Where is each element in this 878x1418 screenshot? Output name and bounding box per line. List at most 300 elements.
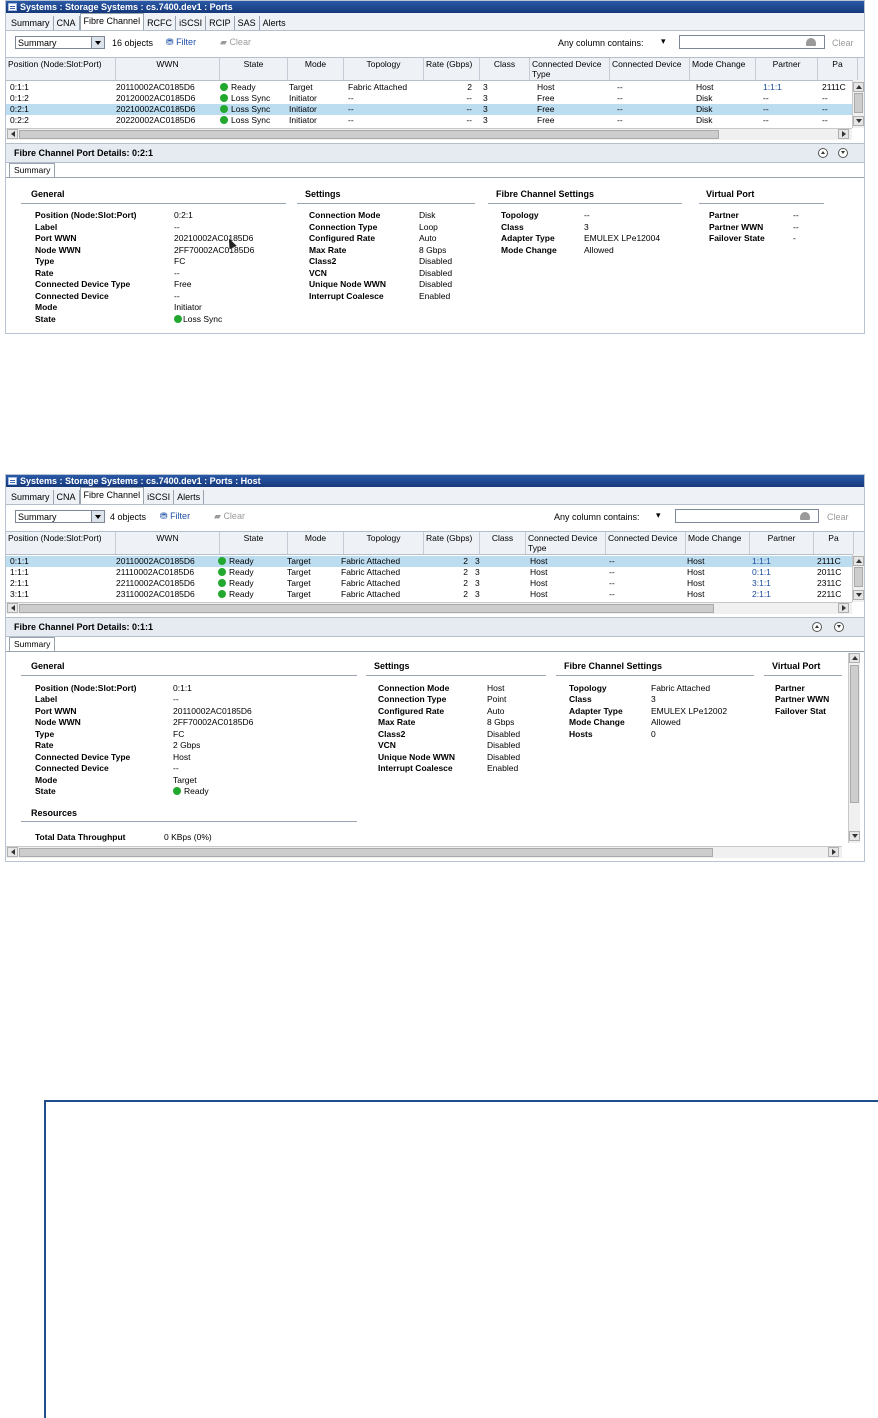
- field-label: Node WWN: [35, 245, 81, 255]
- column-header[interactable]: Mode: [288, 532, 344, 554]
- window-icon: [8, 477, 17, 485]
- field-label: Port WWN: [35, 233, 77, 243]
- table-row[interactable]: [6, 93, 852, 104]
- field-value: Free: [174, 279, 192, 289]
- filter-button[interactable]: [160, 511, 190, 522]
- cell-connected-device: --: [617, 104, 623, 114]
- tab-sas[interactable]: SAS: [235, 16, 260, 30]
- cell-wwn: 20210002AC0185D6: [116, 104, 196, 114]
- section-fc-settings-title: Fibre Channel Settings: [564, 661, 663, 671]
- section-divider: [488, 203, 682, 204]
- cell-topology: --: [348, 93, 354, 103]
- cell-mode: Target: [287, 567, 311, 577]
- column-header[interactable]: Pa: [814, 532, 854, 554]
- field-label: Max Rate: [378, 717, 416, 727]
- table-row[interactable]: [6, 567, 852, 578]
- field-label: Class2: [378, 729, 406, 739]
- state-text: Loss Sync: [231, 104, 271, 114]
- cell-pa: 2111C: [822, 82, 846, 92]
- cell-rate: --: [466, 93, 472, 103]
- table-vertical-scrollbar[interactable]: [852, 554, 864, 602]
- field-label: Position (Node:Slot:Port): [35, 683, 137, 693]
- field-label: Port WWN: [35, 706, 77, 716]
- tab-iscsi[interactable]: iSCSI: [144, 490, 174, 504]
- field-value: Fabric Attached: [651, 683, 711, 693]
- tab-rcip[interactable]: RCIP: [206, 16, 235, 30]
- cell-connected-device-type: Host: [530, 589, 548, 599]
- scroll-down-icon[interactable]: [849, 831, 860, 841]
- cell-partner: --: [763, 115, 769, 125]
- cell-state: [218, 556, 286, 567]
- field-label: Mode Change: [569, 717, 625, 727]
- scroll-thumb[interactable]: [19, 604, 714, 613]
- field-label: State: [35, 314, 56, 324]
- cell-partner: --: [763, 104, 769, 114]
- tab-summary[interactable]: Summary: [8, 490, 54, 504]
- column-header[interactable]: Partner: [750, 532, 814, 554]
- cell-pa: 2011C: [817, 567, 842, 577]
- cell-partner[interactable]: 1:1:1: [763, 82, 782, 92]
- field-label: Topology: [501, 210, 539, 220]
- field-value: Host: [173, 752, 191, 762]
- cell-partner[interactable]: 1:1:1: [752, 556, 771, 566]
- field-label: Connected Device: [35, 291, 109, 301]
- table-row[interactable]: [6, 578, 852, 589]
- column-header[interactable]: Connected Device Type: [526, 532, 606, 554]
- search-clear-button[interactable]: Clear: [827, 512, 849, 522]
- field-value: --: [173, 694, 179, 704]
- field-value: 2FF70002AC0185D6: [174, 245, 255, 255]
- scroll-left-icon[interactable]: [7, 603, 18, 613]
- field-value: Disk: [419, 210, 436, 220]
- scroll-left-icon[interactable]: [7, 847, 18, 857]
- scroll-thumb[interactable]: [19, 848, 713, 857]
- field-label: Class: [569, 694, 592, 704]
- field-label: Interrupt Coalesce: [309, 291, 384, 301]
- cell-class: 3: [475, 556, 480, 566]
- details-title: Fibre Channel Port Details: 0:1:1: [14, 622, 154, 632]
- cell-pa: 2111C: [817, 556, 841, 566]
- column-header[interactable]: WWN: [116, 532, 220, 554]
- status-ready-icon: [218, 568, 226, 576]
- field-label: Topology: [569, 683, 607, 693]
- expand-down-icon[interactable]: [834, 622, 844, 632]
- scroll-down-icon[interactable]: [853, 116, 864, 126]
- column-header[interactable]: Mode: [288, 58, 344, 80]
- state-text: Loss Sync: [183, 314, 223, 324]
- cell-pa: --: [822, 93, 828, 103]
- bell-icon[interactable]: [806, 38, 816, 46]
- details-tab-summary[interactable]: Summary: [9, 637, 55, 651]
- column-header[interactable]: Mode Change: [690, 58, 756, 80]
- section-divider: [699, 203, 824, 204]
- section-virtual-port-title: Virtual Port: [772, 661, 821, 671]
- field-value: 0 KBps (0%): [164, 832, 212, 842]
- cell-position: 1:1:1: [10, 567, 29, 577]
- state-text: Ready: [229, 578, 254, 588]
- cell-rate: 2: [463, 567, 468, 577]
- cell-connected-device: --: [617, 93, 623, 103]
- field-label: Partner: [709, 210, 739, 220]
- scroll-thumb[interactable]: [850, 665, 859, 803]
- cell-topology: Fabric Attached: [348, 82, 408, 92]
- field-label: Adapter Type: [569, 706, 623, 716]
- field-label: Mode: [35, 302, 58, 312]
- search-clear-button[interactable]: Clear: [832, 38, 854, 48]
- table-row[interactable]: [6, 589, 852, 600]
- section-general-title: General: [31, 189, 65, 199]
- state-text: Ready: [229, 567, 254, 577]
- cell-mode-change: Disk: [696, 104, 713, 114]
- field-label: Connection Type: [378, 694, 447, 704]
- cell-rate: 2: [467, 82, 472, 92]
- details-header: [6, 143, 864, 163]
- field-label: Connected Device Type: [35, 279, 131, 289]
- cell-position: 0:2:1: [10, 104, 29, 114]
- column-header[interactable]: Position (Node:Slot:Port): [6, 532, 116, 554]
- table-horizontal-scrollbar[interactable]: [6, 602, 852, 614]
- table-header: [6, 532, 864, 555]
- field-value: --: [174, 291, 180, 301]
- blank-frame: [44, 1100, 878, 1418]
- details-horizontal-scrollbar[interactable]: [6, 846, 842, 858]
- field-value: Disabled: [419, 268, 453, 278]
- ports-host-window: [5, 474, 865, 862]
- any-column-label: Any column contains:: [554, 512, 640, 522]
- cell-mode-change: Host: [687, 589, 705, 599]
- column-header[interactable]: Class: [480, 532, 526, 554]
- cell-connected-device: --: [617, 115, 623, 125]
- cell-state: [218, 567, 286, 578]
- column-header[interactable]: WWN: [116, 58, 220, 80]
- table-horizontal-scrollbar[interactable]: [6, 128, 852, 140]
- cell-connected-device-type: Host: [530, 567, 548, 577]
- field-label: Unique Node WWN: [378, 752, 455, 762]
- cell-topology: Fabric Attached: [341, 567, 401, 577]
- scroll-thumb[interactable]: [854, 567, 863, 587]
- section-divider: [297, 203, 475, 204]
- details-title: Fibre Channel Port Details: 0:2:1: [14, 148, 154, 158]
- any-column-label: Any column contains:: [558, 38, 644, 48]
- field-label: Connection Type: [309, 222, 378, 232]
- cell-connected-device: --: [617, 82, 623, 92]
- cell-wwn: 22110002AC0185D6: [116, 578, 195, 588]
- cell-mode: Target: [287, 578, 311, 588]
- tab-summary[interactable]: Summary: [8, 16, 54, 30]
- details-body: [6, 653, 864, 861]
- ports-table: [6, 531, 864, 614]
- cell-partner[interactable]: 2:1:1: [752, 589, 771, 599]
- field-value: Disabled: [419, 256, 453, 266]
- field-value: Loop: [419, 222, 438, 232]
- tab-rcfc[interactable]: RCFC: [144, 16, 176, 30]
- clear-filter-label: Clear: [223, 511, 245, 521]
- tab-alerts[interactable]: Alerts: [174, 490, 204, 504]
- scroll-right-icon[interactable]: [828, 847, 839, 857]
- field-value: --: [793, 222, 799, 232]
- field-value: Auto: [487, 706, 505, 716]
- collapse-up-icon[interactable]: [812, 622, 822, 632]
- status-loss-sync-icon: [220, 105, 228, 113]
- cell-partner: --: [763, 93, 769, 103]
- search-input[interactable]: [679, 35, 825, 49]
- scroll-down-icon[interactable]: [853, 590, 864, 600]
- scroll-left-icon[interactable]: [7, 129, 18, 139]
- section-resources-title: Resources: [31, 808, 78, 818]
- field-value: Disabled: [487, 729, 521, 739]
- chevron-down-icon: [91, 37, 104, 48]
- chevron-down-icon[interactable]: ▾: [656, 510, 661, 520]
- status-loss-sync-icon: [174, 315, 182, 323]
- cell-connected-device: --: [609, 556, 615, 566]
- field-value: EMULEX LPe12002: [651, 706, 728, 716]
- tab-cna[interactable]: CNA: [54, 16, 80, 30]
- field-value: 0:1:1: [173, 683, 192, 693]
- cell-state: [220, 104, 288, 115]
- field-value: Allowed: [584, 245, 614, 255]
- cell-state: [220, 82, 288, 93]
- ports-table: [6, 57, 864, 140]
- field-label: Interrupt Coalesce: [378, 763, 453, 773]
- filter-label: Filter: [176, 37, 197, 47]
- field-value: 8 Gbps: [419, 245, 447, 255]
- column-header[interactable]: State: [220, 58, 288, 80]
- scroll-up-icon[interactable]: [853, 556, 864, 566]
- state-text: Ready: [184, 786, 209, 796]
- view-select[interactable]: [15, 510, 105, 523]
- tab-cna[interactable]: CNA: [54, 490, 80, 504]
- section-divider: [21, 203, 286, 204]
- expand-down-icon[interactable]: [838, 148, 848, 158]
- field-value: Auto: [419, 233, 437, 243]
- cell-wwn: 20120002AC0185D6: [116, 93, 196, 103]
- field-label: VCN: [378, 740, 396, 750]
- column-header[interactable]: Rate (Gbps): [424, 532, 480, 554]
- cell-state: [220, 93, 288, 104]
- status-loss-sync-icon: [220, 116, 228, 124]
- state-text: Ready: [231, 82, 256, 92]
- field-value: -: [793, 233, 796, 243]
- field-value: 8 Gbps: [487, 717, 515, 727]
- scroll-thumb[interactable]: [854, 93, 863, 113]
- cell-mode: Initiator: [289, 115, 317, 125]
- field-label: Mode Change: [501, 245, 557, 255]
- field-label: Hosts: [569, 729, 593, 739]
- details-tab-summary[interactable]: Summary: [9, 163, 55, 177]
- scroll-up-icon[interactable]: [853, 82, 864, 92]
- table-row[interactable]: [6, 115, 852, 126]
- cell-position: 2:1:1: [10, 578, 29, 588]
- field-value: Enabled: [487, 763, 519, 773]
- column-header[interactable]: State: [220, 532, 288, 554]
- cell-state: [220, 115, 288, 126]
- field-label: Position (Node:Slot:Port): [35, 210, 137, 220]
- cell-class: 3: [475, 589, 480, 599]
- field-value: Point: [487, 694, 507, 704]
- cell-mode-change: Disk: [696, 93, 713, 103]
- section-divider: [556, 675, 754, 676]
- section-settings-title: Settings: [305, 189, 341, 199]
- field-value: --: [584, 210, 590, 220]
- field-label: Partner WWN: [775, 694, 830, 704]
- state-text: Ready: [229, 556, 254, 566]
- section-settings-title: Settings: [374, 661, 410, 671]
- column-header[interactable]: Connected Device: [610, 58, 690, 80]
- column-header[interactable]: Pa: [818, 58, 858, 80]
- cell-connected-device-type: Host: [530, 578, 548, 588]
- object-count: 4 objects: [110, 512, 147, 522]
- status-ready-icon: [220, 83, 228, 91]
- column-header[interactable]: Mode Change: [686, 532, 750, 554]
- tab-iscsi[interactable]: iSCSI: [176, 16, 206, 30]
- column-header[interactable]: Partner: [756, 58, 818, 80]
- status-loss-sync-icon: [220, 94, 228, 102]
- eraser-icon: ▰: [220, 37, 227, 47]
- cell-position: 0:2:2: [10, 115, 29, 125]
- view-select[interactable]: [15, 36, 105, 49]
- cell-class: 3: [475, 567, 480, 577]
- cell-rate: 2: [463, 578, 468, 588]
- cell-class: 3: [483, 82, 488, 92]
- field-label: Max Rate: [309, 245, 347, 255]
- table-vertical-scrollbar[interactable]: [852, 80, 864, 128]
- column-header[interactable]: Topology: [344, 532, 424, 554]
- field-value: Initiator: [174, 302, 202, 312]
- field-value: --: [173, 763, 179, 773]
- field-value: Allowed: [651, 717, 681, 727]
- cell-rate: 2: [463, 589, 468, 599]
- column-header[interactable]: Rate (Gbps): [424, 58, 480, 80]
- cell-topology: --: [348, 115, 354, 125]
- status-ready-icon: [218, 579, 226, 587]
- status-ready-icon: [173, 787, 181, 795]
- cell-class: 3: [483, 115, 488, 125]
- scroll-right-icon[interactable]: [838, 603, 849, 613]
- field-label: Adapter Type: [501, 233, 555, 243]
- tab-alerts[interactable]: Alerts: [262, 18, 286, 28]
- ports-window: [5, 0, 865, 334]
- details-vertical-scrollbar[interactable]: [848, 653, 860, 843]
- filter-button[interactable]: [166, 37, 196, 48]
- column-header[interactable]: Position (Node:Slot:Port): [6, 58, 116, 80]
- field-value-state: [174, 314, 222, 324]
- field-label: Rate: [35, 268, 54, 278]
- cell-wwn: 21110002AC0185D6: [116, 567, 195, 577]
- clear-filter-label: Clear: [229, 37, 251, 47]
- clear-filter-button[interactable]: [220, 37, 251, 48]
- section-virtual-port-title: Virtual Port: [706, 189, 755, 199]
- cell-mode-change: Host: [687, 556, 705, 566]
- tab-fibre-channel[interactable]: Fibre Channel: [80, 13, 145, 30]
- filter-icon: ⛃: [166, 37, 174, 47]
- cell-position: 3:1:1: [10, 589, 29, 599]
- field-value: 3: [584, 222, 589, 232]
- cell-mode-change: Host: [687, 567, 705, 577]
- cell-partner[interactable]: 0:1:1: [752, 567, 771, 577]
- scroll-right-icon[interactable]: [838, 129, 849, 139]
- collapse-up-icon[interactable]: [818, 148, 828, 158]
- table-row-selected[interactable]: [6, 104, 852, 115]
- cell-connected-device-type: Free: [537, 93, 555, 103]
- column-header[interactable]: Class: [480, 58, 530, 80]
- chevron-down-icon[interactable]: ▾: [661, 36, 666, 46]
- section-divider: [764, 675, 842, 676]
- table-row-selected[interactable]: [6, 556, 852, 567]
- cell-wwn: 20110002AC0185D6: [116, 82, 195, 92]
- cell-rate: 2: [463, 556, 468, 566]
- column-header[interactable]: Connected Device: [606, 532, 686, 554]
- details-header: [6, 617, 864, 637]
- field-label: Configured Rate: [378, 706, 445, 716]
- scroll-thumb[interactable]: [19, 130, 719, 139]
- field-value: --: [174, 222, 180, 232]
- cell-pa: --: [822, 115, 828, 125]
- field-value: 0:2:1: [174, 210, 193, 220]
- column-header[interactable]: Connected Device Type: [530, 58, 610, 80]
- field-label: Label: [35, 694, 58, 704]
- search-input[interactable]: [675, 509, 819, 523]
- cell-class: 3: [483, 93, 488, 103]
- scroll-up-icon[interactable]: [849, 653, 860, 663]
- section-divider: [21, 821, 357, 822]
- details-tab-bar: [6, 163, 864, 178]
- chevron-down-icon: [91, 511, 104, 522]
- field-label: Mode: [35, 775, 58, 785]
- view-select-value: Summary: [18, 512, 57, 522]
- cell-partner[interactable]: 3:1:1: [752, 578, 771, 588]
- field-value: --: [793, 210, 799, 220]
- field-label: VCN: [309, 268, 327, 278]
- state-text: Loss Sync: [231, 115, 271, 125]
- table-row[interactable]: [6, 82, 852, 93]
- cell-pa: 2211C: [817, 589, 842, 599]
- field-value: 2FF70002AC0185D6: [173, 717, 254, 727]
- window-title: Systems : Storage Systems : cs.7400.dev1 : Ports : Host: [20, 476, 261, 486]
- window-icon: [8, 3, 17, 11]
- field-label: State: [35, 786, 56, 796]
- filter-label: Filter: [170, 511, 191, 521]
- clear-filter-button[interactable]: [214, 511, 245, 522]
- cell-mode-change: Host: [687, 578, 705, 588]
- field-value: Host: [487, 683, 505, 693]
- object-count: 16 objects: [112, 38, 154, 48]
- field-value: 3: [651, 694, 656, 704]
- window-title-bar: [6, 475, 864, 487]
- bell-icon[interactable]: [800, 512, 810, 520]
- field-label: Node WWN: [35, 717, 81, 727]
- field-value: 20110002AC0185D6: [173, 706, 252, 716]
- cell-mode: Initiator: [289, 93, 317, 103]
- column-header[interactable]: Topology: [344, 58, 424, 80]
- field-label: Class: [501, 222, 524, 232]
- field-value: Disabled: [487, 752, 521, 762]
- field-label: Rate: [35, 740, 54, 750]
- tab-bar: [6, 13, 864, 31]
- cell-position: 0:1:1: [10, 556, 29, 566]
- field-label: Configured Rate: [309, 233, 376, 243]
- field-value: EMULEX LPe12004: [584, 233, 661, 243]
- field-label: Connected Device Type: [35, 752, 131, 762]
- field-label: Connected Device: [35, 763, 109, 773]
- status-ready-icon: [218, 590, 226, 598]
- field-label: Total Data Throughput: [35, 832, 126, 842]
- field-value: 0: [651, 729, 656, 739]
- field-label: Connection Mode: [378, 683, 450, 693]
- field-value: Enabled: [419, 291, 451, 301]
- field-label: Class2: [309, 256, 337, 266]
- section-divider: [366, 675, 546, 676]
- tab-fibre-channel[interactable]: Fibre Channel: [80, 487, 145, 504]
